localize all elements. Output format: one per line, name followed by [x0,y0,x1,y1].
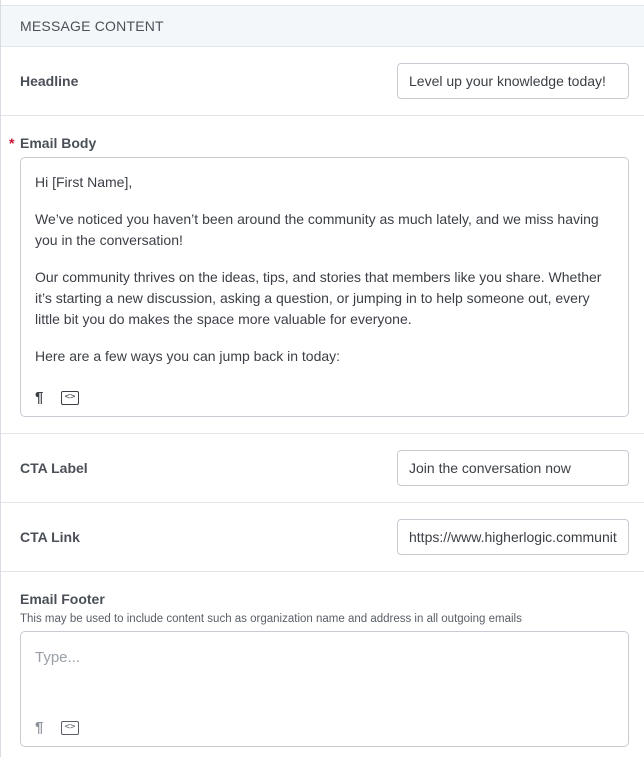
email-body-paragraph: Our community thrives on the ideas, tips, and stories that members like you share. Whether it’s starting a new discussion, asking a question, or jumping in to help someone out, every little bit you do makes the space more valuable for everyone. [35,269,602,327]
cta-link-input[interactable] [397,519,629,555]
email-footer-content[interactable] [21,632,628,668]
cta-link-label: CTA Link [20,529,80,545]
email-footer-label: Email Footer [20,591,105,607]
cta-label-input[interactable] [397,450,629,486]
email-footer-toolbar [21,719,93,736]
email-body-paragraph: Hi [First Name], [35,174,133,190]
headline-label: Headline [20,73,79,89]
required-indicator: * [9,135,15,151]
email-footer-help-text: This may be used to include content such as organization name and address in all outgoing emails [20,613,522,625]
email-body-label-text: Email Body [20,135,97,151]
cta-link-row [1,503,644,572]
email-footer-placeholder: Type... [35,649,81,666]
code-icon[interactable]: <> [61,721,79,735]
cta-label-label: CTA Label [20,460,88,476]
cta-label-row [1,434,644,503]
email-body-paragraph: Here are a few ways you can jump back in today: [35,348,341,364]
section-header [1,6,644,47]
headline-input[interactable] [397,63,629,99]
section-title: MESSAGE CONTENT [20,18,164,34]
email-body-label [9,135,629,151]
email-body-editor[interactable] [20,157,629,417]
email-footer-section [1,572,644,757]
headline-row [1,47,644,116]
pilcrow-icon[interactable]: ¶ [35,719,44,736]
email-body-section [1,116,644,434]
email-body-content[interactable] [21,158,628,367]
code-icon[interactable]: <> [61,391,79,405]
email-footer-editor[interactable] [20,631,629,747]
pilcrow-icon[interactable]: ¶ [35,389,44,406]
email-body-paragraph: We’ve noticed you haven’t been around the community as much lately, and we miss having you in the conversation! [35,211,599,248]
email-body-toolbar [21,389,93,406]
